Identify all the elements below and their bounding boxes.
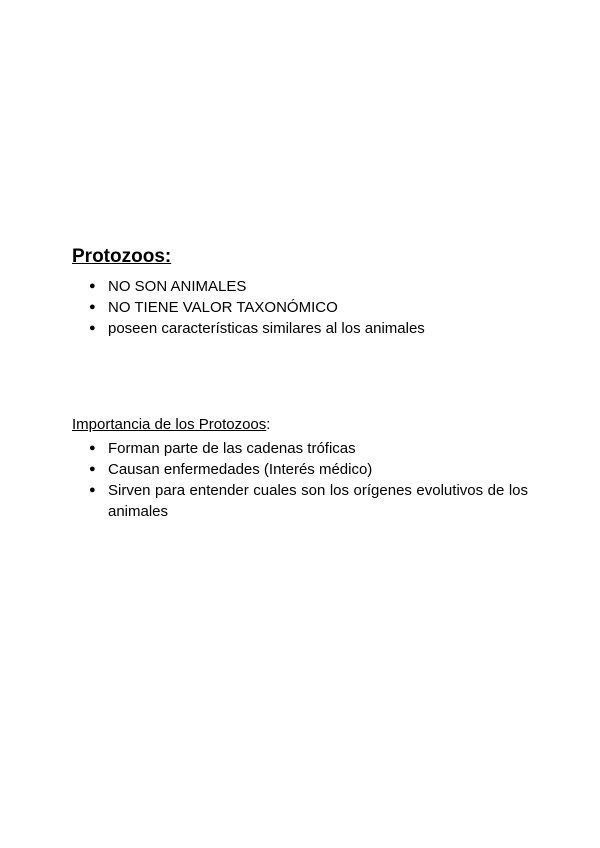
- bullet-icon: ●: [89, 280, 96, 292]
- list-item: [72, 480, 528, 522]
- section-title: Protozoos:: [72, 246, 172, 267]
- bullet-icon: ●: [89, 442, 96, 454]
- protozoos-section: [72, 246, 528, 339]
- section-title-suffix: :: [266, 416, 271, 433]
- list-item: [72, 438, 528, 459]
- section-title-text: Importancia de los Protozoos: [72, 416, 267, 433]
- list-item-text: Forman parte de las cadenas tróficas: [108, 440, 356, 457]
- list-item-text: NO SON ANIMALES: [108, 278, 247, 295]
- list-item-text: poseen características similares al los animales: [108, 320, 425, 337]
- list-item-text: NO TIENE VALOR TAXONÓMICO: [108, 299, 338, 316]
- list-item-text: Causan enfermedades (Interés médico): [108, 461, 373, 478]
- list-item: [72, 276, 528, 297]
- list-item: [72, 318, 528, 339]
- list-item: [72, 297, 528, 318]
- list-item-text: Sirven para entender cuales son los orígenes evolutivos de los animales: [108, 482, 528, 520]
- bullet-list: [72, 438, 528, 522]
- section-title: [72, 415, 528, 435]
- bullet-list: [72, 276, 528, 339]
- bullet-icon: ●: [89, 322, 96, 334]
- bullet-icon: ●: [89, 463, 96, 475]
- bullet-icon: ●: [89, 484, 96, 496]
- bullet-icon: ●: [89, 301, 96, 313]
- list-item: [72, 459, 528, 480]
- importancia-section: [72, 415, 528, 522]
